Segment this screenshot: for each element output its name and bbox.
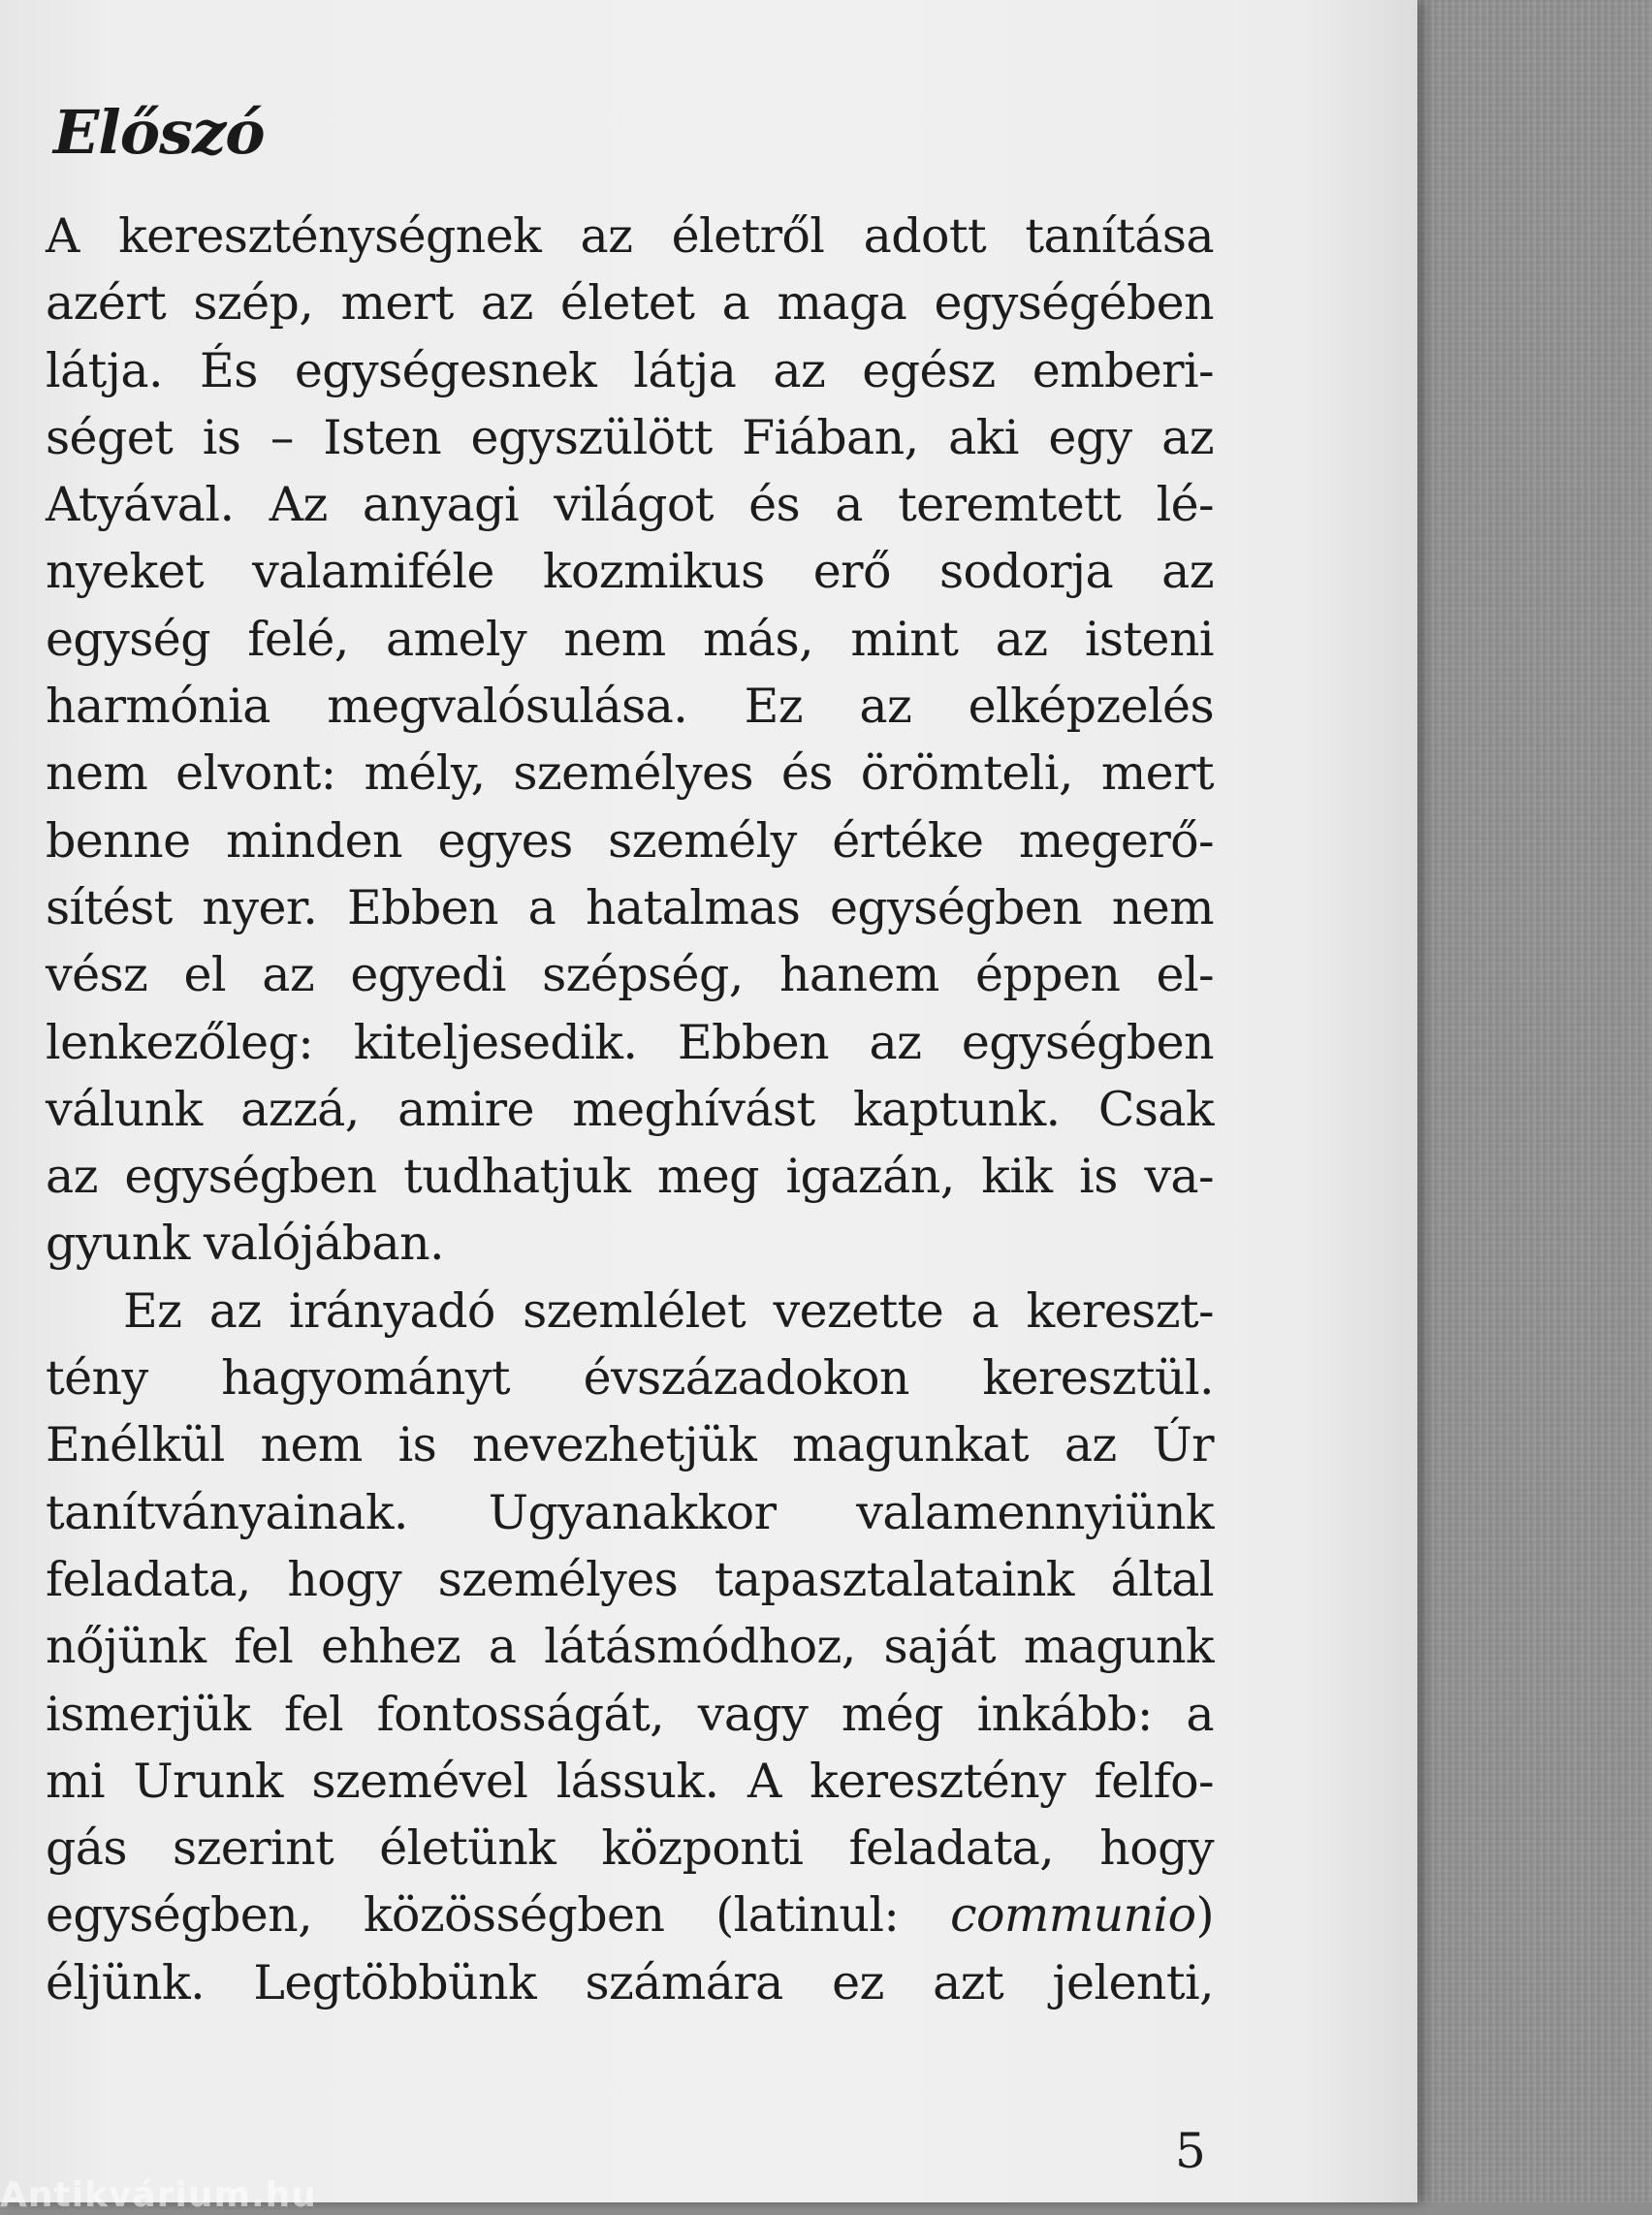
page-content (46, 97, 1214, 2016)
text-line: nyeket valamiféle kozmikus erő sodorja az (46, 544, 1214, 600)
page-heading: Előszó (53, 97, 265, 168)
text-line: vész el az egyedi szépség, hanem éppen el- (46, 947, 1214, 1003)
text-line: gás szerint életünk központi feladata, hogy (46, 1820, 1214, 1877)
text-line: gyunk valójában. (46, 1216, 445, 1272)
page-number: 5 (1175, 2123, 1206, 2179)
text-line: egység felé, amely nem más, mint az isteni (46, 611, 1214, 667)
text-line: benne minden egyes személy értéke megerő- (46, 812, 1214, 869)
latin-term: communio (950, 1887, 1196, 1944)
text-line: Ez az irányadó szemlélet vezette a kereszt- (123, 1282, 1214, 1339)
text-line: ismerjük fel fontosságát, vagy még inkább: a (46, 1686, 1214, 1742)
watermark-text: Antikvárium.hu (0, 2175, 317, 2215)
text-line: látja. És egységesnek látja az egész emberi- (46, 342, 1214, 398)
text-line: válunk azzá, amire meghívást kaptunk. Csak (46, 1081, 1214, 1137)
text-line: sítést nyer. Ebben a hatalmas egységben nem (46, 879, 1214, 935)
text-line: Enélkül nem is nevezhetjük magunkat az Úr (46, 1417, 1214, 1473)
text-line: az egységben tudhatjuk meg igazán, kik is va- (46, 1149, 1214, 1205)
text-line: séget is – Isten egyszülött Fiában, aki egy az (46, 409, 1214, 465)
text-line: harmónia megvalósulása. Ez az elképzelés (46, 679, 1214, 735)
paragraph-2 (46, 1278, 1214, 2016)
text-line: azért szép, mert az életet a maga egységében (46, 275, 1214, 332)
text-line: mi Urunk szemével lássuk. A keresztény felfo- (46, 1753, 1214, 1809)
text-line: A kereszténységnek az életről adott tanítása (46, 208, 1214, 264)
paragraph-1 (46, 203, 1214, 1278)
text-line: éljünk. Legtöbbünk számára ez azt jelenti, (46, 1954, 1214, 2010)
text-line: nem elvont: mély, személyes és örömteli, mert (46, 745, 1214, 802)
text-line: tanítványainak. Ugyanakkor valamennyiünk (46, 1484, 1214, 1540)
text-line italic-line: egységben, közösségben (latinul: communio) (46, 1887, 1214, 1944)
text-line: Atyával. Az anyagi világot és a teremtett lé- (46, 477, 1214, 533)
text-line: lenkezőleg: kiteljesedik. Ebben az egységben (46, 1014, 1214, 1070)
text-line: nőjünk fel ehhez a látásmódhoz, saját magunk (46, 1619, 1214, 1675)
text-line: tény hagyományt évszázadokon keresztül. (46, 1350, 1214, 1407)
text-line: feladata, hogy személyes tapasztalataink által (46, 1551, 1214, 1607)
